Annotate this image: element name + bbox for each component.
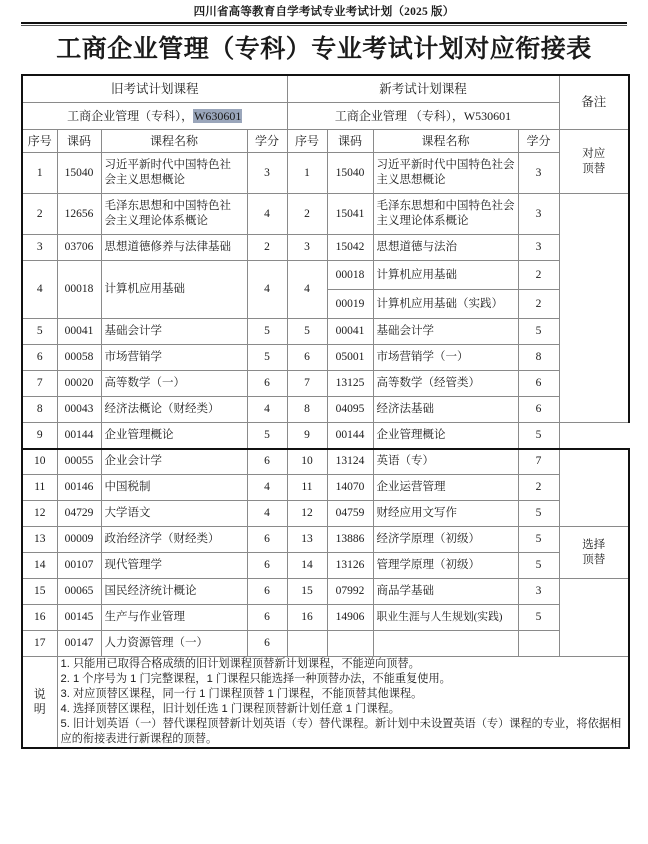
old-code: 00144 xyxy=(57,423,101,449)
table-row xyxy=(22,553,629,579)
old-name: 大学语文 xyxy=(101,501,247,527)
table-column-header-row xyxy=(22,130,629,153)
old-plan-code-highlighted: W630601 xyxy=(194,108,242,123)
old-seq: 16 xyxy=(22,605,57,631)
remark-selective-line2: 顶替 xyxy=(582,553,606,566)
new-code: 15040 xyxy=(327,153,373,194)
notes-body xyxy=(57,657,629,749)
old-seq: 8 xyxy=(22,397,57,423)
new-code: 15041 xyxy=(327,194,373,235)
new-seq: 16 xyxy=(287,605,327,631)
new-credit: 2 xyxy=(518,290,559,319)
group-header-new-plan: 新考试计划课程 xyxy=(287,75,559,103)
new-name xyxy=(373,194,518,235)
note-item: 4. 选择顶替区课程，旧计划任选 1 门课程顶替新计划任意 1 门课程。 xyxy=(60,703,400,715)
new-credit xyxy=(518,631,559,657)
new-credit: 5 xyxy=(518,553,559,579)
new-name-line2: 主义理论体系概论 xyxy=(376,215,469,227)
old-credit: 6 xyxy=(247,449,287,475)
old-credit: 6 xyxy=(247,579,287,605)
new-code: 05001 xyxy=(327,345,373,371)
old-seq: 7 xyxy=(22,371,57,397)
old-seq: 6 xyxy=(22,345,57,371)
table-row xyxy=(22,579,629,605)
new-name: 英语（专） xyxy=(373,449,518,475)
new-credit: 5 xyxy=(518,501,559,527)
old-name xyxy=(101,153,247,194)
new-name: 企业运营管理 xyxy=(373,475,518,501)
col-header-new-name: 课程名称 xyxy=(373,130,518,153)
note-item: 1. 只能用已取得合格成绩的旧计划课程顶替新计划课程，不能逆向顶替。 xyxy=(60,658,420,670)
new-name xyxy=(373,631,518,657)
old-seq: 9 xyxy=(22,423,57,449)
old-name-line2: 会主义思想概论 xyxy=(104,174,185,186)
old-credit: 4 xyxy=(247,475,287,501)
table-row xyxy=(22,194,629,235)
old-seq: 17 xyxy=(22,631,57,657)
remark-selective-cell xyxy=(559,527,629,579)
new-code: 00144 xyxy=(327,423,373,449)
old-plan-name-cell xyxy=(22,103,287,130)
old-code: 15040 xyxy=(57,153,101,194)
new-credit: 6 xyxy=(518,397,559,423)
new-name: 市场营销学（一） xyxy=(373,345,518,371)
note-item: 5. 旧计划英语（一）替代课程顶替新计划英语（专）替代课程。新计划中未设置英语（专）课程的专业，将依据相应的衔接表进行新课程的顶替。 xyxy=(60,718,622,745)
old-credit: 5 xyxy=(247,423,287,449)
new-name: 职业生涯与人生规划(实践) xyxy=(373,605,518,631)
new-name: 企业管理概论 xyxy=(373,423,518,449)
remark-corresponding-cell xyxy=(559,130,629,194)
new-credit: 3 xyxy=(518,235,559,261)
new-code: 14906 xyxy=(327,605,373,631)
remark-corresponding-line1: 对应 xyxy=(582,147,606,160)
new-code: 13125 xyxy=(327,371,373,397)
new-name: 高等数学（经管类） xyxy=(373,371,518,397)
new-seq: 4 xyxy=(287,261,327,319)
new-name xyxy=(373,153,518,194)
old-code: 00009 xyxy=(57,527,101,553)
new-credit: 5 xyxy=(518,605,559,631)
old-code: 00147 xyxy=(57,631,101,657)
old-seq: 1 xyxy=(22,153,57,194)
new-credit: 3 xyxy=(518,153,559,194)
old-seq: 13 xyxy=(22,527,57,553)
old-name: 思想道德修养与法律基础 xyxy=(101,235,247,261)
old-name: 企业管理概论 xyxy=(101,423,247,449)
new-name: 基础会计学 xyxy=(373,319,518,345)
new-seq: 12 xyxy=(287,501,327,527)
table-group-header-row xyxy=(22,75,629,103)
remark-spacer-selective-top xyxy=(559,449,629,527)
table-row xyxy=(22,397,629,423)
old-code: 00065 xyxy=(57,579,101,605)
old-code: 00146 xyxy=(57,475,101,501)
old-credit: 4 xyxy=(247,194,287,235)
table-plan-name-row xyxy=(22,103,629,130)
old-code: 00043 xyxy=(57,397,101,423)
old-code: 12656 xyxy=(57,194,101,235)
new-credit: 7 xyxy=(518,449,559,475)
old-code: 00055 xyxy=(57,449,101,475)
new-name: 经济学原理（初级） xyxy=(373,527,518,553)
old-credit: 6 xyxy=(247,527,287,553)
table-row xyxy=(22,319,629,345)
new-credit: 2 xyxy=(518,261,559,290)
notes-label-line1: 说 xyxy=(33,687,46,701)
new-code xyxy=(327,631,373,657)
old-seq: 5 xyxy=(22,319,57,345)
remark-corresponding-text xyxy=(563,147,626,177)
old-seq: 4 xyxy=(22,261,57,319)
new-seq: 3 xyxy=(287,235,327,261)
articulation-table xyxy=(21,74,630,749)
remark-selective-line1: 选择 xyxy=(582,538,606,551)
new-code: 00041 xyxy=(327,319,373,345)
new-name: 管理学原理（初级） xyxy=(373,553,518,579)
new-code: 14070 xyxy=(327,475,373,501)
old-code: 04729 xyxy=(57,501,101,527)
new-code: 04759 xyxy=(327,501,373,527)
new-credit: 2 xyxy=(518,475,559,501)
old-credit: 4 xyxy=(247,397,287,423)
old-code: 00018 xyxy=(57,261,101,319)
old-credit: 2 xyxy=(247,235,287,261)
table-row xyxy=(22,345,629,371)
col-header-old-code: 课码 xyxy=(57,130,101,153)
new-seq: 6 xyxy=(287,345,327,371)
new-credit: 5 xyxy=(518,423,559,449)
running-head: 四川省高等教育自学考试专业考试计划（2025 版） xyxy=(193,6,455,18)
new-credit: 6 xyxy=(518,371,559,397)
old-name: 国民经济统计概论 xyxy=(101,579,247,605)
old-name: 企业会计学 xyxy=(101,449,247,475)
old-seq: 12 xyxy=(22,501,57,527)
notes-label xyxy=(22,657,57,749)
new-name: 商品学基础 xyxy=(373,579,518,605)
new-credit: 3 xyxy=(518,579,559,605)
old-credit: 4 xyxy=(247,261,287,319)
new-name-line1: 毛泽东思想和中国特色社会 xyxy=(376,200,515,212)
table-row xyxy=(22,449,629,475)
col-header-new-credit: 学分 xyxy=(518,130,559,153)
new-code: 00018 xyxy=(327,261,373,290)
old-name-line1: 毛泽东思想和中国特色社 xyxy=(104,200,231,212)
old-plan-name: 工商企业管理（专科）， xyxy=(67,108,194,123)
old-seq: 10 xyxy=(22,449,57,475)
old-name: 生产与作业管理 xyxy=(101,605,247,631)
old-seq: 2 xyxy=(22,194,57,235)
new-code: 04095 xyxy=(327,397,373,423)
page-title: 工商企业管理（专科）专业考试计划对应衔接表 xyxy=(56,36,592,63)
old-credit: 6 xyxy=(247,371,287,397)
remark-corresponding-line2: 顶替 xyxy=(582,162,606,175)
table-row xyxy=(22,501,629,527)
new-seq: 13 xyxy=(287,527,327,553)
col-header-old-name: 课程名称 xyxy=(101,130,247,153)
table-row xyxy=(22,371,629,397)
remark-selective-text xyxy=(563,538,626,568)
old-name: 中国税制 xyxy=(101,475,247,501)
table-row xyxy=(22,631,629,657)
new-seq: 14 xyxy=(287,553,327,579)
note-item: 3. 对应顶替区课程，同一行 1 门课程顶替 1 门课程，不能顶替其他课程。 xyxy=(60,688,423,700)
old-code: 00041 xyxy=(57,319,101,345)
new-name-line2: 主义思想概论 xyxy=(376,174,446,186)
old-seq: 11 xyxy=(22,475,57,501)
old-seq: 14 xyxy=(22,553,57,579)
new-name: 计算机应用基础（实践） xyxy=(373,290,518,319)
new-credit: 5 xyxy=(518,527,559,553)
new-name: 经济法基础 xyxy=(373,397,518,423)
new-seq: 15 xyxy=(287,579,327,605)
old-code: 03706 xyxy=(57,235,101,261)
new-seq: 7 xyxy=(287,371,327,397)
old-name: 计算机应用基础 xyxy=(101,261,247,319)
new-credit: 5 xyxy=(518,319,559,345)
old-seq: 15 xyxy=(22,579,57,605)
new-code: 15042 xyxy=(327,235,373,261)
new-code: 13124 xyxy=(327,449,373,475)
new-seq: 11 xyxy=(287,475,327,501)
new-name: 计算机应用基础 xyxy=(373,261,518,290)
table-row xyxy=(22,475,629,501)
col-header-old-seq: 序号 xyxy=(22,130,57,153)
header-rule xyxy=(21,22,627,26)
new-plan-name: 工商企业管理 （专科），W530601 xyxy=(287,103,559,130)
old-name: 市场营销学 xyxy=(101,345,247,371)
col-header-new-seq: 序号 xyxy=(287,130,327,153)
table-row xyxy=(22,605,629,631)
old-credit: 6 xyxy=(247,605,287,631)
old-name-line2: 会主义理论体系概论 xyxy=(104,215,208,227)
table-row xyxy=(22,261,629,290)
new-name: 思想道德与法治 xyxy=(373,235,518,261)
notes-label-line2: 明 xyxy=(33,702,46,716)
old-name: 人力资源管理（一） xyxy=(101,631,247,657)
old-seq: 3 xyxy=(22,235,57,261)
old-credit: 5 xyxy=(247,345,287,371)
new-seq xyxy=(287,631,327,657)
new-name-line1: 习近平新时代中国特色社会 xyxy=(376,159,515,171)
old-credit: 3 xyxy=(247,153,287,194)
old-name: 高等数学（一） xyxy=(101,371,247,397)
new-code: 00019 xyxy=(327,290,373,319)
old-code: 00145 xyxy=(57,605,101,631)
new-credit: 3 xyxy=(518,194,559,235)
old-code: 00058 xyxy=(57,345,101,371)
table-row xyxy=(22,423,629,449)
old-name: 基础会计学 xyxy=(101,319,247,345)
old-name xyxy=(101,194,247,235)
old-name: 现代管理学 xyxy=(101,553,247,579)
remark-spacer-corresponding xyxy=(559,194,629,423)
table-row xyxy=(22,153,629,194)
group-header-remark: 备注 xyxy=(559,75,629,130)
new-seq: 1 xyxy=(287,153,327,194)
new-name: 财经应用文写作 xyxy=(373,501,518,527)
old-credit: 6 xyxy=(247,631,287,657)
notes-row xyxy=(22,657,629,749)
new-seq: 9 xyxy=(287,423,327,449)
new-credit: 8 xyxy=(518,345,559,371)
old-credit: 5 xyxy=(247,319,287,345)
old-name: 政治经济学（财经类） xyxy=(101,527,247,553)
old-credit: 4 xyxy=(247,501,287,527)
new-seq: 5 xyxy=(287,319,327,345)
new-code: 13126 xyxy=(327,553,373,579)
new-code: 07992 xyxy=(327,579,373,605)
table-row xyxy=(22,235,629,261)
group-header-old-plan: 旧考试计划课程 xyxy=(22,75,287,103)
col-header-old-credit: 学分 xyxy=(247,130,287,153)
col-header-new-code: 课码 xyxy=(327,130,373,153)
old-code: 00107 xyxy=(57,553,101,579)
old-name: 经济法概论（财经类） xyxy=(101,397,247,423)
old-name-line1: 习近平新时代中国特色社 xyxy=(104,159,231,171)
table-row xyxy=(22,527,629,553)
new-seq: 8 xyxy=(287,397,327,423)
new-seq: 2 xyxy=(287,194,327,235)
new-seq: 10 xyxy=(287,449,327,475)
note-item: 2. 1 个序号为 1 门完整课程，1 门课程只能选择一种顶替办法，不能重复使用。 xyxy=(60,673,451,685)
old-code: 00020 xyxy=(57,371,101,397)
remark-spacer-selective-bottom xyxy=(559,579,629,657)
old-credit: 6 xyxy=(247,553,287,579)
new-code: 13886 xyxy=(327,527,373,553)
